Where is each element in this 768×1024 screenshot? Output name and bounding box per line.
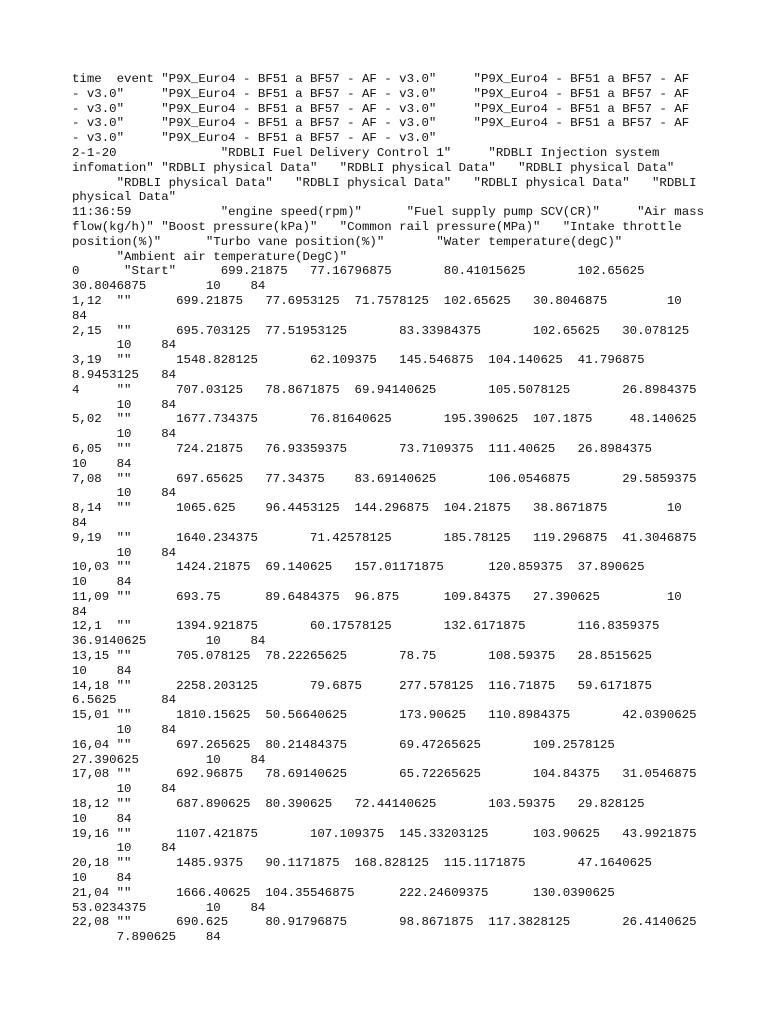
text-line: - v3.0" "P9X_Euro4 - BF51 a BF57 - AF - v3.0" "P9X_Euro4 - BF51 a BF57 - AF (72, 86, 690, 101)
text-line: 84 (72, 308, 87, 323)
text-line: 10 84 (72, 456, 132, 471)
text-line: 10 84 (72, 427, 177, 442)
text-line: - v3.0" "P9X_Euro4 - BF51 a BF57 - AF - v3.0" (72, 131, 437, 146)
text-line: 16,04 "" 697.265625 80.21484375 69.47265625 109.2578125 (72, 737, 615, 752)
text-line: 10 84 (72, 575, 132, 590)
text-line: 2-1-20 "RDBLI Fuel Delivery Control 1" "RDBLI Injection system (72, 145, 660, 160)
text-line: 6.5625 84 (72, 693, 177, 708)
text-line: 10 84 (72, 663, 132, 678)
text-line: 13,15 "" 705.078125 78.22265625 78.75 108.59375 28.8515625 (72, 649, 652, 664)
text-line: 11,09 "" 693.75 89.6484375 96.875 109.84375 27.390625 10 (72, 589, 682, 604)
text-line: 36.9140625 10 84 (72, 634, 266, 649)
text-line: 1,12 "" 699.21875 77.6953125 71.7578125 102.65625 30.8046875 10 (72, 293, 682, 308)
text-line: 20,18 "" 1485.9375 90.1171875 168.828125 115.1171875 47.1640625 (72, 856, 652, 871)
text-line: - v3.0" "P9X_Euro4 - BF51 a BF57 - AF - v3.0" "P9X_Euro4 - BF51 a BF57 - AF (72, 116, 690, 131)
text-line: 53.0234375 10 84 (72, 900, 266, 915)
document-text (72, 72, 712, 945)
text-line: 27.390625 10 84 (72, 752, 266, 767)
text-line: 9,19 "" 1640.234375 71.42578125 185.78125 119.296875 41.3046875 (72, 530, 697, 545)
text-line: 17,08 "" 692.96875 78.69140625 65.72265625 104.84375 31.0546875 (72, 767, 697, 782)
text-line: 14,18 "" 2258.203125 79.6875 277.578125 116.71875 59.6171875 (72, 678, 652, 693)
text-line: 6,05 "" 724.21875 76.93359375 73.7109375 111.40625 26.8984375 (72, 441, 652, 456)
text-line: 21,04 "" 1666.40625 104.35546875 222.24609375 130.0390625 (72, 885, 615, 900)
text-line: 22,08 "" 690.625 80.91796875 98.8671875 117.3828125 26.4140625 (72, 915, 697, 930)
text-line: 10 84 (72, 338, 177, 353)
text-line: 10,03 "" 1424.21875 69.140625 157.01171875 120.859375 37.890625 (72, 560, 645, 575)
text-line: position(%)" "Turbo vane position(%)" "Water temperature(degC)" (72, 234, 623, 249)
text-line: 10 84 (72, 782, 177, 797)
text-line: 0 "Start" 699.21875 77.16796875 80.41015625 102.65625 (72, 264, 645, 279)
text-line: - v3.0" "P9X_Euro4 - BF51 a BF57 - AF - v3.0" "P9X_Euro4 - BF51 a BF57 - AF (72, 101, 690, 116)
text-line: 10 84 (72, 841, 177, 856)
text-line: "RDBLI physical Data" "RDBLI physical Data" "RDBLI physical Data" "RDBLI (72, 175, 697, 190)
text-line: 11:36:59 "engine speed(rpm)" "Fuel supply pump SCV(CR)" "Air mass (72, 205, 705, 220)
text-line: 2,15 "" 695.703125 77.51953125 83.33984375 102.65625 30.078125 (72, 323, 690, 338)
text-line: flow(kg/h)" "Boost pressure(kPa)" "Common rail pressure(MPa)" "Intake throttle (72, 219, 682, 234)
text-line: "Ambient air temperature(DegC)" (72, 249, 348, 264)
text-line: 10 84 (72, 397, 177, 412)
text-line: 5,02 "" 1677.734375 76.81640625 195.390625 107.1875 48.140625 (72, 412, 697, 427)
text-line: 7,08 "" 697.65625 77.34375 83.69140625 106.0546875 29.5859375 (72, 471, 697, 486)
text-line: 19,16 "" 1107.421875 107.109375 145.33203125 103.90625 43.9921875 (72, 826, 697, 841)
text-line: 3,19 "" 1548.828125 62.109375 145.546875 104.140625 41.796875 (72, 353, 645, 368)
text-line: 10 84 (72, 811, 132, 826)
text-line: 10 84 (72, 871, 132, 886)
text-line: time event "P9X_Euro4 - BF51 a BF57 - AF - v3.0" "P9X_Euro4 - BF51 a BF57 - AF (72, 72, 690, 86)
text-line: 10 84 (72, 486, 177, 501)
text-line: 7.890625 84 (72, 930, 221, 945)
text-line: 84 (72, 515, 87, 530)
text-line: 8,14 "" 1065.625 96.4453125 144.296875 104.21875 38.8671875 10 (72, 501, 682, 516)
text-line: 10 84 (72, 723, 177, 738)
text-line: 84 (72, 604, 87, 619)
text-line: physical Data" (72, 190, 177, 205)
text-line: 30.8046875 10 84 (72, 279, 266, 294)
text-line: 4 "" 707.03125 78.8671875 69.94140625 105.5078125 26.8984375 (72, 382, 697, 397)
text-line: 12,1 "" 1394.921875 60.17578125 132.6171875 116.8359375 (72, 619, 660, 634)
text-line: 8.9453125 84 (72, 367, 177, 382)
text-line: 10 84 (72, 545, 177, 560)
document-page (72, 72, 712, 945)
text-line: infomation" "RDBLI physical Data" "RDBLI physical Data" "RDBLI physical Data" (72, 160, 675, 175)
text-line: 18,12 "" 687.890625 80.390625 72.44140625 103.59375 29.828125 (72, 797, 645, 812)
text-line: 15,01 "" 1810.15625 50.56640625 173.90625 110.8984375 42.0390625 (72, 708, 697, 723)
